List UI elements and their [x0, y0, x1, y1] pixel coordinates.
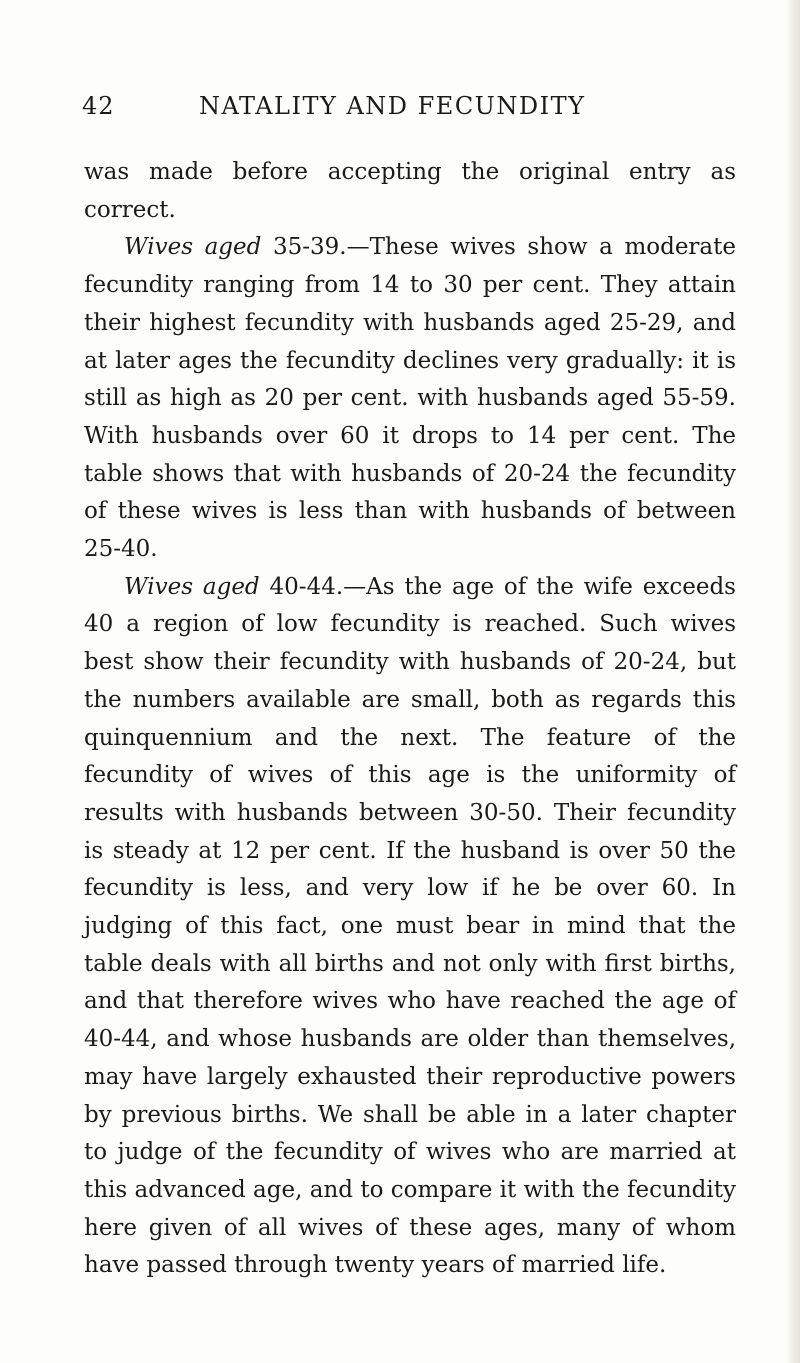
paragraph-wives-35-39 — [84, 229, 736, 568]
paragraph-text: 35-39.—These wives show a moderate fecundity ranging from 14 to 30 per cent. They attain their highest fecundity with husbands aged 25-29, and at later ages the fecundity declines very gradually: it is still as high as 20 per cent. with husbands aged 55-59. With husbands over 60 it drops to 14 per cent. The table shows that with husbands of 20-24 the fecundity of these wives is less than with husbands of between 25-40. — [84, 234, 736, 563]
paragraph-text: was made before accepting the original entry as correct. — [84, 159, 736, 223]
running-head — [82, 92, 722, 132]
page-edge-shadow — [786, 0, 800, 1363]
running-title: NATALITY AND FECUNDITY — [199, 92, 586, 120]
paragraph-lead: Wives aged — [124, 573, 260, 600]
paragraph-lead: Wives aged — [124, 234, 262, 261]
page-number: 42 — [82, 92, 115, 120]
paragraph-continuation — [84, 154, 736, 229]
paragraph-text: 40-44.—As the age of the wife exceeds 40 a region of low fecundity is reached. Such wives best show their fecundity with husbands of 20-24, but the numbers available are small, both as regards this quinquennium and the next. The feature of the fecundity of wives of this age is the uniformity of results with husbands between 30-50. Their fecundity is steady at 12 per cent. If the husband is over 50 the fecundity is less, and very low if he be over 60. In judging of this fact, one must bear in mind that the table deals with all births and not only with first births, and that therefore wives who have reached the age of 40-44, and whose husbands are older than themselves, may have largely exhausted their reproductive powers by previous births. We shall be able in a later chapter to judge of the fecundity of wives who are married at this advanced age, and to compare it with the fecundity here given of all wives of these ages, many of whom have passed through twenty years of married life. — [84, 573, 736, 1279]
body-text — [84, 154, 736, 1285]
paragraph-wives-40-44 — [84, 569, 736, 1285]
